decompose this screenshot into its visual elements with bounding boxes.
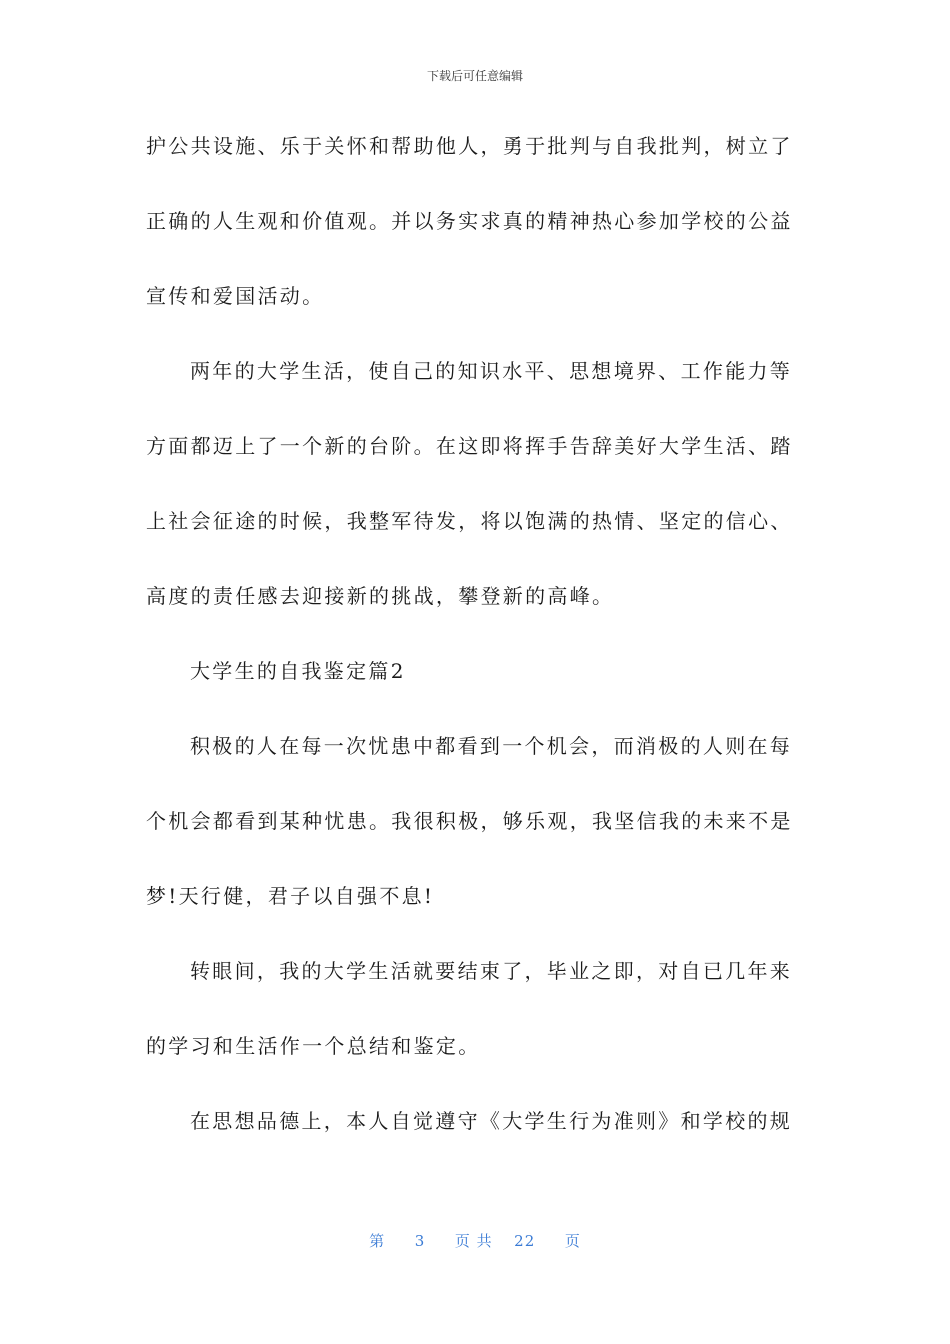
paragraph-line: 在思想品德上，本人自觉遵守《大学生行为准则》和学校的规	[190, 1109, 793, 1133]
paragraph-line: 正确的人生观和价值观。并以务实求真的精神热心参加学校的公益	[146, 209, 793, 233]
paragraph-line: 个机会都看到某种忧患。我很积极，够乐观，我坚信我的未来不是	[146, 809, 793, 833]
footer-ye: 页	[564, 1232, 581, 1250]
paragraph-line: 两年的大学生活，使自己的知识水平、思想境界、工作能力等	[190, 359, 793, 383]
paragraph-line: 宣传和爱国活动。	[146, 284, 325, 308]
section-heading: 大学生的自我鉴定篇2	[190, 659, 406, 683]
page-footer	[0, 1230, 950, 1251]
footer-total-pages: 22	[514, 1232, 536, 1250]
paragraph-line: 上社会征途的时候，我整军待发，将以饱满的热情、坚定的信心、	[146, 509, 793, 533]
page-header: 下载后可任意编辑	[426, 69, 523, 83]
paragraph-line: 护公共设施、乐于关怀和帮助他人，勇于批判与自我批判，树立了	[146, 134, 793, 158]
paragraph-line: 的学习和生活作一个总结和鉴定。	[146, 1034, 481, 1058]
footer-page-number: 3	[414, 1232, 426, 1250]
paragraph-line: 积极的人在每一次忧患中都看到一个机会，而消极的人则在每	[190, 734, 793, 758]
footer-di: 第	[369, 1232, 386, 1250]
paragraph-line: 梦!天行健，君子以自强不息!	[146, 884, 435, 908]
paragraph-line: 高度的责任感去迎接新的挑战，攀登新的高峰。	[146, 584, 615, 608]
paragraph-line: 方面都迈上了一个新的台阶。在这即将挥手告辞美好大学生活、踏	[146, 434, 793, 458]
paragraph-line: 转眼间，我的大学生活就要结束了，毕业之即，对自已几年来	[190, 959, 793, 983]
footer-ye-gong: 页 共	[454, 1232, 493, 1250]
